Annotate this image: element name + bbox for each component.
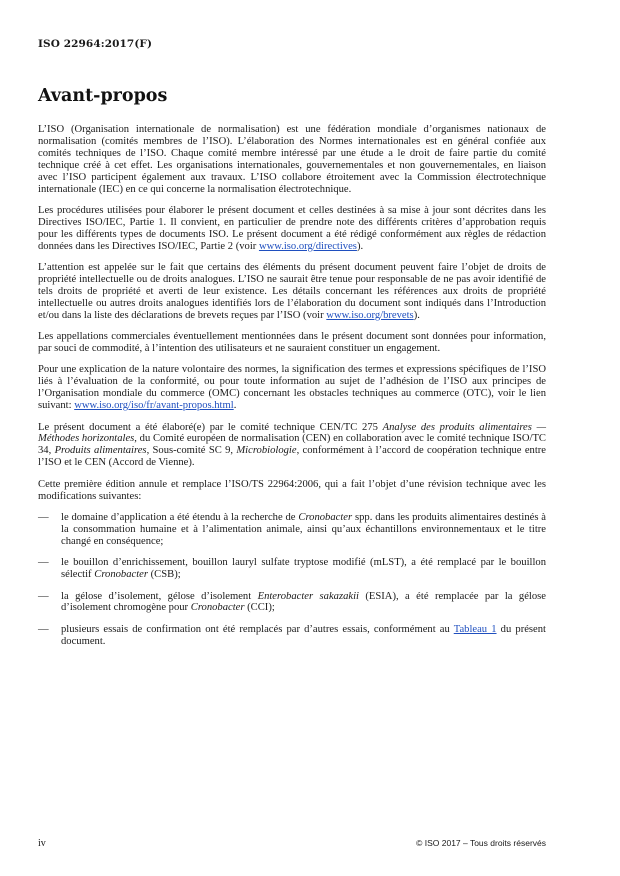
paragraph-voluntary-nature <box>38 364 546 412</box>
list-item-text <box>61 591 546 615</box>
item-text: la gélose d’isolement, gélose d’isolement <box>61 590 258 602</box>
document-id-header: ISO 22964:2017(F) <box>38 38 153 50</box>
item-italic: Cronobacter <box>94 569 148 581</box>
paragraph-text: , conformément à l’accord de coopération technique entre l’ISO et le CEN (Accord de Vienne). <box>38 445 546 469</box>
foreword-info-link[interactable]: www.iso.org/iso/fr/avant-propos.html <box>74 400 234 412</box>
foreword-body <box>38 124 546 657</box>
table-1-link[interactable]: Tableau 1 <box>453 623 497 635</box>
paragraph-procedures <box>38 205 546 253</box>
paragraph-text: Le présent document a été élaboré(e) par le comité technique CEN/TC 275 <box>38 421 383 433</box>
list-item <box>38 624 546 648</box>
paragraph-committee <box>38 422 546 470</box>
patents-link[interactable]: www.iso.org/brevets <box>326 309 414 321</box>
paragraph-patents <box>38 262 546 322</box>
paragraph-trade-names: Les appellations commerciales éventuellement mentionnées dans le présent document sont données pour information, par souci de commodité, à l’intention des utilisateurs et ne sauraient constituer un engagement. <box>38 331 546 354</box>
paragraph-text: Pour une explication de la nature volontaire des normes, la signification des termes et expressions spécifiques de l’ISO liés à l’évaluation de la conformité, ou pour toute information au sujet de l’adhésion de l’ISO aux principes de l’Organisation mondiale du commerce (OMC) concernant les obstacles techniques au commerce (OTC), voir le lien suivant: <box>38 364 546 412</box>
paragraph-text: L’attention est appelée sur le fait que certains des éléments du présent document peuvent faire l’objet de droits de propriété intellectuelle ou de droits analogues. L’ISO ne saurait être tenue pour responsable de ne pas avoir identifié de tels droits de propriété et averti de leur existence. Les détails concernant les références aux droits de propriété intellectuelle ou autres droits analogues identifiés lors de l’élaboration du document sont indiqués dans l’Introduction et/ou dans la liste des déclarations de brevets reçues par l’ISO (voir <box>38 262 546 321</box>
paragraph-end: ). <box>356 240 364 252</box>
committee-title: Analyse des produits alimentaires — Méthodes horizontales <box>38 421 546 445</box>
paragraph-end: . <box>233 400 237 412</box>
paragraph-text: Les procédures utilisées pour élaborer le présent document et celles destinées à sa mise à jour sont décrites dans les Directives ISO/IEC, Partie 1. Il convient, en particulier de prendre note des différents critères d’approbation requis pour les différents types de documents ISO. Le présent document a été rédigé conformément aux règles de rédaction données dans les Directives ISO/IEC, Partie 2 (voir <box>38 204 546 252</box>
item-text: plusieurs essais de confirmation ont été remplacés par d’autres essais, conformément au <box>61 623 454 635</box>
list-dash: — <box>38 511 49 523</box>
item-text: (CSB); <box>148 569 181 581</box>
list-item <box>38 512 546 548</box>
list-dash: — <box>38 590 49 602</box>
item-italic: Enterobacter sakazakii <box>257 590 359 602</box>
paragraph-iso-intro: L’ISO (Organisation internationale de normalisation) est une fédération mondiale d’organismes nationaux de normalisation (comités membres de l’ISO). L’élaboration des Normes internationales est en général confiée aux comités techniques de l’ISO. Chaque comité membre intéressé par une étude a le droit de faire partie du comité technique créé à cet effet. Les organisations internationales, gouvernementales et non gouvernementales, en liaison avec l’ISO participent également aux travaux. L’ISO collabore étroitement avec la Commission électrotechnique internationale (IEC) en ce qui concerne la normalisation électrotechnique. <box>38 124 546 195</box>
item-text: le domaine d’application a été étendu à la recherche de <box>61 511 299 523</box>
list-dash: — <box>38 623 49 635</box>
list-item-text <box>61 512 546 548</box>
item-text: (ESIA), a été remplacée par la gélose d’isolement chromogène pour <box>61 590 546 614</box>
paragraph-end: ). <box>413 309 420 321</box>
tc-title: Produits alimentaires <box>54 445 147 457</box>
item-text: spp. dans les produits alimentaires destinés à la consommation humaine et à l’alimentation animale, ainsi qu’aux échantillons environnementaux et le titre changé en conséquence; <box>61 511 546 547</box>
paragraph-text: , Sous-comité SC 9, <box>146 445 237 457</box>
paragraph-edition: Cette première édition annule et remplace l’ISO/TS 22964:2006, qui a fait l’objet d’une révision technique avec les modifications suivantes: <box>38 478 546 502</box>
list-item-text <box>61 557 546 581</box>
paragraph-text: , du Comité européen de normalisation (CEN) en collaboration avec le comité technique ISO/TC 34, <box>38 433 546 457</box>
list-dash: — <box>38 557 49 569</box>
list-item-text <box>61 624 546 648</box>
sc-title: Microbiologie <box>236 445 297 457</box>
list-item <box>38 557 546 581</box>
item-italic: Cronobacter <box>298 511 353 523</box>
item-text: le bouillon d’enrichissement, bouillon lauryl sulfate tryptose modifié (mLST), a été remplacé par le bouillon sélectif <box>61 557 546 581</box>
item-italic: Cronobacter <box>190 602 245 614</box>
copyright-notice: © ISO 2017 – Tous droits réservés <box>416 838 546 848</box>
directives-link[interactable]: www.iso.org/directives <box>258 240 357 252</box>
page-number: iv <box>38 838 46 849</box>
item-text: (CCI); <box>244 602 275 614</box>
page-title: Avant-propos <box>38 86 168 106</box>
item-text: du présent document. <box>61 623 546 647</box>
list-item <box>38 591 546 615</box>
